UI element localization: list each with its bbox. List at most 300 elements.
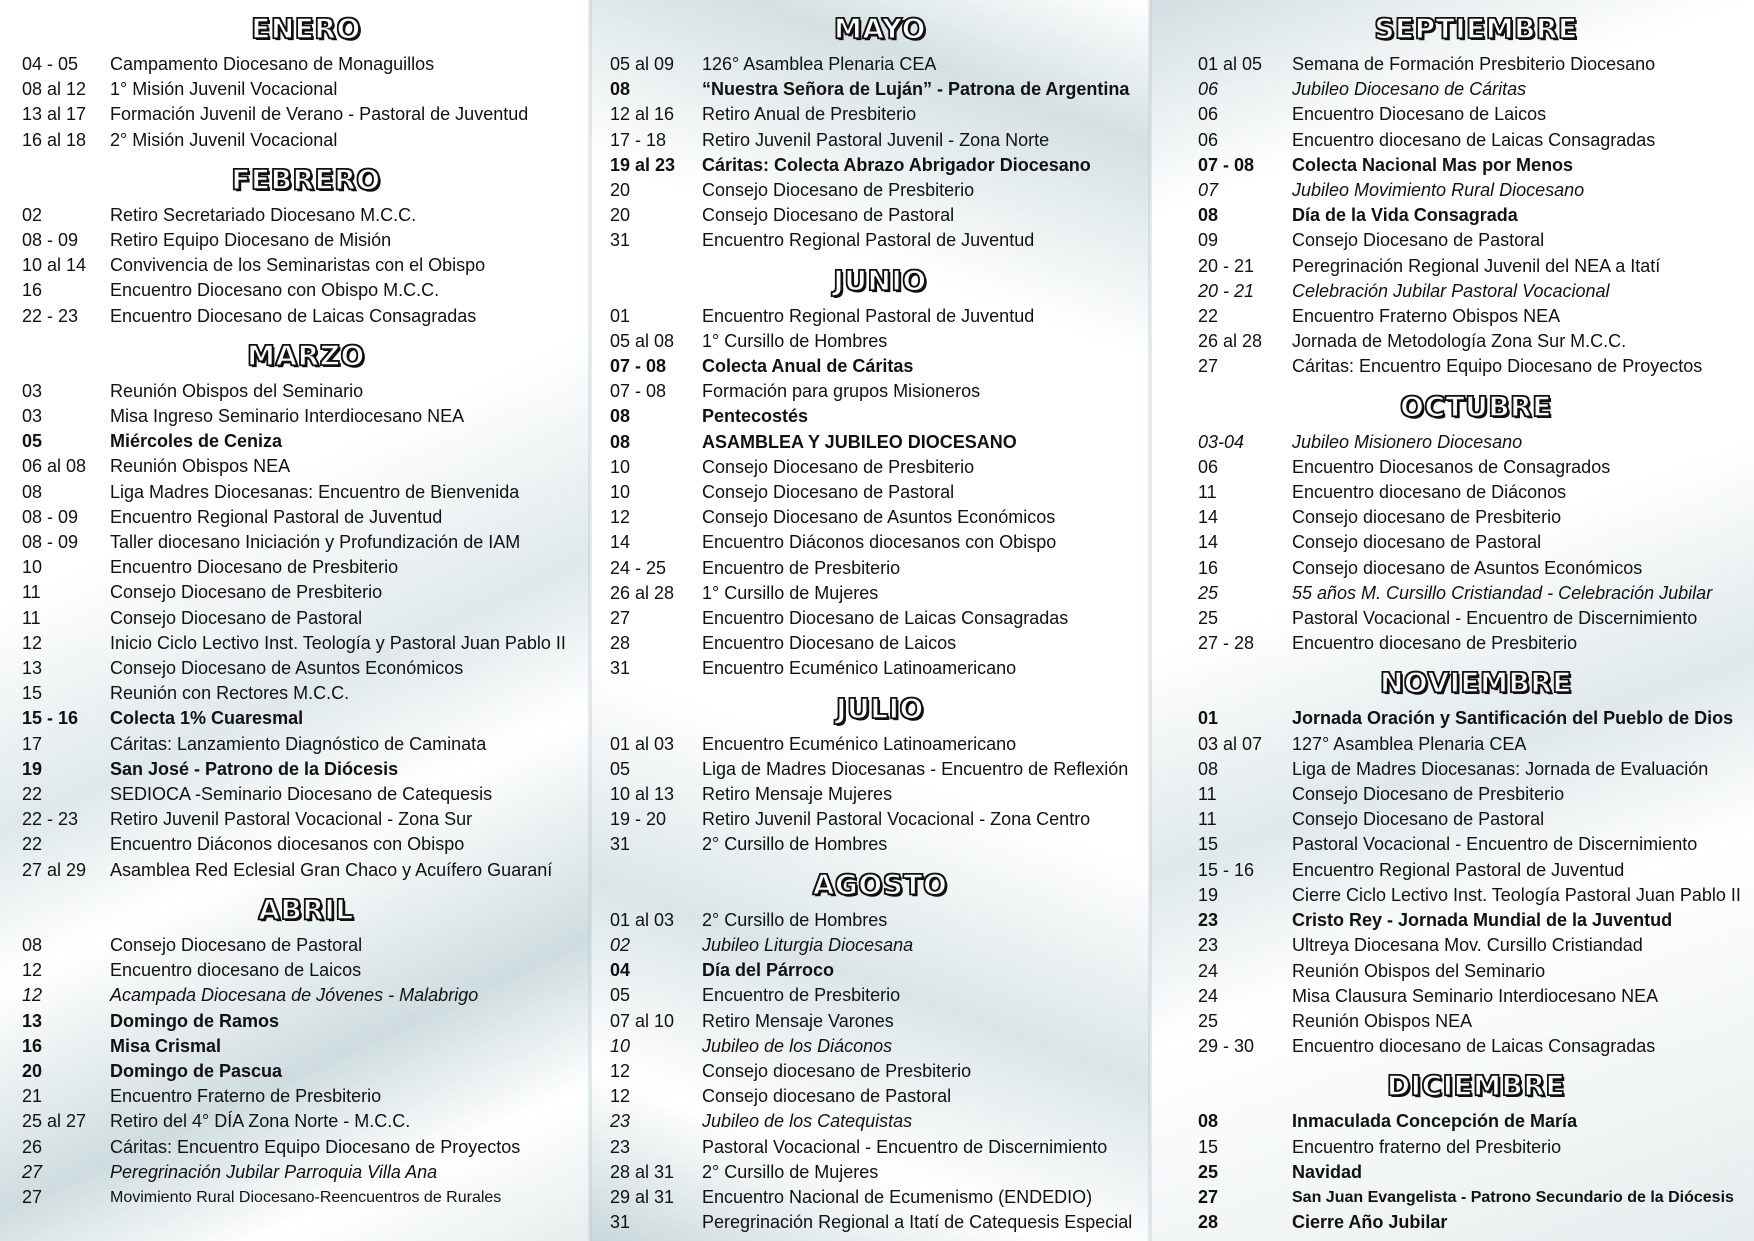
- event-date: 27: [1198, 356, 1219, 377]
- event-row: [610, 77, 1150, 102]
- event-date: 29 - 30: [1198, 1036, 1255, 1057]
- month-section-junio: [610, 263, 1150, 682]
- event-row: [22, 606, 590, 631]
- event-row: [22, 1034, 590, 1059]
- event-date: 15 - 16: [1198, 859, 1255, 880]
- event-date: 05: [22, 431, 43, 452]
- event-row: [610, 228, 1150, 253]
- event-title: 1° Cursillo de Mujeres: [702, 582, 879, 603]
- event-date: 08 al 12: [22, 79, 87, 100]
- event-title: Liga de Madres Diocesanas - Encuentro de Reflexión: [702, 758, 1129, 779]
- event-title: Ultreya Diocesana Mov. Cursillo Cristiandad: [1292, 935, 1643, 956]
- event-date: 27: [22, 1161, 43, 1182]
- event-date: 11: [1198, 482, 1217, 503]
- event-row: [22, 832, 590, 857]
- event-row: [610, 832, 1150, 857]
- event-title: Consejo diocesano de Presbiterio: [702, 1060, 972, 1081]
- event-row: [22, 429, 590, 454]
- event-title: Jubileo Misionero Diocesano: [1292, 431, 1523, 452]
- event-title: Domingo de Ramos: [110, 1010, 280, 1031]
- event-date: 27: [610, 608, 631, 629]
- event-row: [1198, 1009, 1754, 1034]
- event-row: [1198, 757, 1754, 782]
- event-date: 11: [1198, 809, 1217, 830]
- event-date: 03-04: [1198, 431, 1245, 452]
- event-title: Pastoral Vocacional - Encuentro de Discernimiento: [1292, 608, 1698, 629]
- event-date: 01: [610, 305, 631, 326]
- event-row: [610, 581, 1150, 606]
- event-title: Encuentro Diáconos diocesanos con Obispo: [702, 532, 1057, 553]
- event-date: 02: [610, 934, 631, 955]
- event-title: San Juan Evangelista - Patrono Secundario de la Diócesis: [1292, 1188, 1734, 1206]
- event-row: [610, 1135, 1150, 1160]
- event-title: Jubileo de los Catequistas: [702, 1111, 913, 1132]
- event-date: 08: [22, 481, 43, 502]
- event-date: 15 - 16: [22, 708, 79, 729]
- event-title: ASAMBLEA Y JUBILEO DIOCESANO: [702, 431, 1017, 452]
- event-title: 1° Misión Juvenil Vocacional: [110, 79, 338, 100]
- event-title: Retiro Anual de Presbiterio: [702, 104, 917, 125]
- event-date: 23: [610, 1111, 631, 1132]
- event-title: Cristo Rey - Jornada Mundial de la Juventud: [1292, 910, 1673, 931]
- event-date: 22 - 23: [22, 809, 79, 830]
- event-title: Reunión Obispos del Seminario: [110, 380, 364, 401]
- event-date: 06: [1198, 104, 1219, 125]
- panel-center: [590, 0, 1150, 1241]
- event-title: Formación para grupos Misioneros: [702, 381, 981, 402]
- event-title: Encuentro Diocesano de Laicos: [702, 633, 957, 654]
- event-date: 21: [22, 1086, 43, 1107]
- event-row: [1198, 128, 1754, 153]
- event-row: [22, 706, 590, 731]
- event-date: 16: [22, 280, 43, 301]
- event-row: [610, 933, 1150, 958]
- event-date: 12: [22, 632, 43, 653]
- event-date: 06: [1198, 456, 1219, 477]
- event-date: 15: [22, 683, 43, 704]
- month-section-febrero: [22, 162, 590, 329]
- event-row: [22, 304, 590, 329]
- event-date: 20: [610, 205, 631, 226]
- event-title: Encuentro Regional Pastoral de Juventud: [702, 230, 1035, 251]
- month-title: JULIO: [836, 691, 924, 725]
- event-title: Reunión con Rectores M.C.C.: [110, 683, 350, 704]
- event-title: Encuentro fraterno del Presbiterio: [1292, 1136, 1562, 1157]
- event-row: [1198, 706, 1754, 731]
- event-title: Asamblea Red Eclesial Gran Chaco y Acuífero Guaraní: [110, 859, 553, 880]
- event-date: 05: [610, 758, 631, 779]
- event-date: 29 al 31: [610, 1186, 675, 1207]
- event-date: 13: [22, 1010, 43, 1031]
- event-row: [22, 858, 590, 883]
- event-row: [610, 128, 1150, 153]
- fold-line-1: [588, 0, 592, 1241]
- event-title: Semana de Formación Presbiterio Diocesano: [1292, 54, 1656, 74]
- event-row: [610, 430, 1150, 455]
- event-row: [1198, 1109, 1754, 1134]
- event-date: 10 al 14: [22, 255, 87, 276]
- event-title: 2° Cursillo de Mujeres: [702, 1161, 879, 1182]
- event-date: 12 al 16: [610, 104, 675, 125]
- event-title: Consejo Diocesano de Pastoral: [110, 607, 363, 628]
- event-title: Retiro Mensaje Varones: [702, 1010, 894, 1031]
- event-row: [1198, 959, 1754, 984]
- event-date: 08: [1198, 758, 1219, 779]
- event-title: Pastoral Vocacional - Encuentro de Discernimiento: [702, 1136, 1108, 1157]
- event-row: [1198, 52, 1754, 77]
- event-date: 16: [22, 1035, 43, 1056]
- event-title: Encuentro de Presbiterio: [702, 985, 901, 1006]
- event-title: Inmaculada Concepción de María: [1292, 1111, 1578, 1132]
- event-row: [1198, 1185, 1754, 1210]
- event-date: 08: [1198, 205, 1219, 226]
- event-date: 08 - 09: [22, 532, 79, 553]
- event-date: 12: [22, 985, 43, 1006]
- event-title: Día de la Vida Consagrada: [1292, 205, 1518, 226]
- event-title: Retiro Secretariado Diocesano M.C.C.: [110, 204, 417, 225]
- event-title: Retiro del 4° DÍA Zona Norte - M.C.C.: [110, 1111, 411, 1132]
- event-row: [1198, 606, 1754, 631]
- event-title: Encuentro Regional Pastoral de Juventud: [702, 305, 1035, 326]
- event-row: [22, 1084, 590, 1109]
- event-date: 25: [1198, 1161, 1219, 1182]
- month-section-julio: [610, 691, 1150, 858]
- event-date: 01 al 03: [610, 733, 675, 754]
- event-date: 07 - 08: [610, 381, 667, 402]
- event-date: 07 al 10: [610, 1010, 675, 1031]
- event-title: Acampada Diocesana de Jóvenes - Malabrigo: [110, 985, 479, 1006]
- event-title: Reunión Obispos NEA: [110, 456, 291, 477]
- month-section-abril: [22, 892, 590, 1210]
- event-title: Domingo de Pascua: [110, 1060, 283, 1081]
- event-title: Encuentro diocesano de Laicas Consagradas: [1292, 129, 1656, 150]
- event-row: [1198, 480, 1754, 505]
- event-row: [22, 102, 590, 127]
- event-title: Liga de Madres Diocesanas: Jornada de Evaluación: [1292, 758, 1709, 779]
- event-title: Encuentro Diáconos diocesanos con Obispo: [110, 834, 465, 855]
- event-row: [610, 102, 1150, 127]
- event-row: [610, 329, 1150, 354]
- event-row: [610, 556, 1150, 581]
- event-row: [610, 178, 1150, 203]
- panel-right: [1150, 0, 1754, 1241]
- event-row: [610, 505, 1150, 530]
- event-row: [22, 253, 590, 278]
- event-date: 07: [1198, 180, 1219, 201]
- event-row: [610, 1009, 1150, 1034]
- event-date: 03 al 07: [1198, 733, 1263, 754]
- event-row: [610, 631, 1150, 656]
- event-date: 06 al 08: [22, 456, 87, 477]
- event-row: [1198, 1135, 1754, 1160]
- event-row: [22, 807, 590, 832]
- event-row: [22, 379, 590, 404]
- event-title: Misa Crismal: [110, 1035, 222, 1056]
- event-row: [22, 580, 590, 605]
- event-row: [22, 782, 590, 807]
- event-row: [22, 480, 590, 505]
- event-row: [1198, 1160, 1754, 1185]
- event-row: [1198, 178, 1754, 203]
- event-row: [610, 1160, 1150, 1185]
- month-title: NOVIEMBRE: [1379, 666, 1573, 700]
- event-row: [22, 555, 590, 580]
- event-row: [22, 656, 590, 681]
- event-row: [1198, 908, 1754, 933]
- event-row: [22, 228, 590, 253]
- column-3: [1150, 14, 1754, 1241]
- event-date: 15: [1198, 834, 1219, 855]
- event-row: [22, 505, 590, 530]
- event-title: Encuentro Fraterno Obispos NEA: [1292, 306, 1561, 327]
- event-date: 28 al 31: [610, 1161, 675, 1182]
- event-title: Colecta Nacional Mas por Menos: [1292, 154, 1574, 175]
- event-title: Cáritas: Lanzamiento Diagnóstico de Caminata: [110, 733, 487, 754]
- event-row: [1198, 581, 1754, 606]
- event-row: [22, 203, 590, 228]
- event-row: [22, 1135, 590, 1160]
- event-date: 01 al 05: [1198, 54, 1263, 74]
- event-row: [22, 1185, 590, 1210]
- event-date: 31: [610, 834, 631, 855]
- event-title: Retiro Juvenil Pastoral Vocacional - Zona Centro: [702, 809, 1091, 830]
- event-date: 15: [1198, 1136, 1219, 1157]
- event-date: 19: [1198, 884, 1219, 905]
- event-date: 27 al 29: [22, 859, 87, 880]
- event-date: 08: [610, 406, 631, 427]
- event-title: Encuentro Diocesano de Laicas Consagradas: [110, 305, 477, 326]
- event-title: Pentecostés: [702, 406, 809, 427]
- event-row: [1198, 354, 1754, 379]
- event-date: 31: [610, 230, 631, 251]
- event-row: [1198, 505, 1754, 530]
- month-section-octubre: [1198, 389, 1754, 657]
- event-title: Inicio Ciclo Lectivo Inst. Teología y Pastoral Juan Pablo II: [110, 632, 566, 653]
- event-row: [1198, 430, 1754, 455]
- event-row: [610, 455, 1150, 480]
- event-date: 07 - 08: [610, 356, 667, 377]
- event-title: Consejo Diocesano de Presbiterio: [702, 180, 975, 201]
- event-row: [610, 757, 1150, 782]
- event-title: Encuentro Fraterno de Presbiterio: [110, 1086, 382, 1107]
- event-date: 24: [1198, 985, 1219, 1006]
- event-row: [610, 983, 1150, 1008]
- event-date: 08 - 09: [22, 506, 79, 527]
- event-date: 14: [610, 532, 631, 553]
- event-title: Encuentro Diocesano de Presbiterio: [110, 557, 399, 578]
- event-date: 20 - 21: [1198, 280, 1255, 301]
- event-title: Consejo Diocesano de Asuntos Económicos: [110, 658, 464, 679]
- event-date: 08: [22, 934, 43, 955]
- event-row: [22, 1009, 590, 1034]
- event-title: SEDIOCA -Seminario Diocesano de Catequesis: [110, 784, 493, 805]
- event-date: 16: [1198, 557, 1219, 578]
- event-date: 28: [1198, 1212, 1219, 1233]
- event-title: Encuentro diocesano de Diáconos: [1292, 482, 1567, 503]
- event-date: 26 al 28: [1198, 331, 1263, 352]
- event-row: [22, 404, 590, 429]
- event-date: 01: [1198, 708, 1219, 729]
- event-date: 25: [1198, 582, 1219, 603]
- event-title: Jubileo Diocesano de Cáritas: [1292, 79, 1527, 100]
- event-date: 19 - 20: [610, 809, 667, 830]
- month-title: OCTUBRE: [1400, 389, 1552, 423]
- event-title: Encuentro Nacional de Ecumenismo (ENDEDIO): [702, 1186, 1093, 1207]
- event-row: [22, 77, 590, 102]
- event-title: Encuentro Diocesano con Obispo M.C.C.: [110, 280, 440, 301]
- event-date: 07 - 08: [1198, 154, 1255, 175]
- event-row: [22, 983, 590, 1008]
- event-title: Consejo diocesano de Pastoral: [1292, 532, 1542, 553]
- month-section-diciembre: [1198, 1071, 1754, 1235]
- event-title: Jornada Oración y Santificación del Pueblo de Dios: [1292, 708, 1734, 729]
- month-title: AGOSTO: [812, 867, 948, 901]
- event-date: 23: [1198, 910, 1219, 931]
- event-date: 06: [1198, 79, 1219, 100]
- event-row: [1198, 1034, 1754, 1059]
- event-title: Encuentro diocesano de Presbiterio: [1292, 633, 1578, 654]
- event-date: 09: [1198, 230, 1219, 251]
- event-title: San José - Patrono de la Diócesis: [110, 758, 399, 779]
- event-date: 23: [1198, 935, 1219, 956]
- event-row: [22, 52, 590, 77]
- event-title: Retiro Mensaje Mujeres: [702, 784, 893, 805]
- event-row: [610, 1109, 1150, 1134]
- event-row: [22, 1160, 590, 1185]
- event-date: 05: [610, 985, 631, 1006]
- event-row: [1198, 732, 1754, 757]
- month-section-marzo: [22, 338, 590, 883]
- event-title: Consejo Diocesano de Pastoral: [1292, 230, 1545, 251]
- event-title: Peregrinación Regional Juvenil del NEA a Itatí: [1292, 255, 1661, 276]
- event-date: 25: [1198, 1010, 1219, 1031]
- event-row: [610, 732, 1150, 757]
- event-date: 27: [22, 1186, 43, 1207]
- event-title: Consejo Diocesano de Asuntos Económicos: [702, 507, 1056, 528]
- event-date: 22 - 23: [22, 305, 79, 326]
- event-date: 08: [610, 79, 631, 100]
- event-title: Retiro Juvenil Pastoral Juvenil - Zona Norte: [702, 129, 1050, 150]
- event-title: Consejo diocesano de Asuntos Económicos: [1292, 557, 1643, 578]
- event-title: Colecta Anual de Cáritas: [702, 356, 914, 377]
- event-date: 17: [22, 733, 43, 754]
- event-row: [1198, 556, 1754, 581]
- event-date: 13: [22, 658, 43, 679]
- event-row: [610, 908, 1150, 933]
- event-row: [610, 1084, 1150, 1109]
- event-title: Cierre Año Jubilar: [1292, 1212, 1448, 1233]
- event-title: 55 años M. Cursillo Cristiandad - Celebración Jubilar: [1292, 582, 1713, 603]
- month-section-agosto: [610, 867, 1150, 1236]
- month-title: ABRIL: [258, 892, 354, 926]
- event-date: 10: [610, 482, 631, 503]
- event-title: Encuentro Regional Pastoral de Juventud: [110, 506, 443, 527]
- event-title: Consejo Diocesano de Presbiterio: [110, 582, 383, 603]
- event-title: Consejo Diocesano de Pastoral: [702, 205, 955, 226]
- event-title: Encuentro Diocesano de Laicos: [1292, 104, 1547, 125]
- event-row: [22, 530, 590, 555]
- event-row: [1198, 279, 1754, 304]
- event-title: 2° Cursillo de Hombres: [702, 909, 888, 930]
- event-date: 08: [1198, 1111, 1219, 1132]
- event-row: [610, 958, 1150, 983]
- event-title: Pastoral Vocacional - Encuentro de Discernimiento: [1292, 834, 1698, 855]
- event-title: Consejo diocesano de Presbiterio: [1292, 507, 1562, 528]
- event-row: [22, 933, 590, 958]
- event-title: Misa Clausura Seminario Interdiocesano NEA: [1292, 985, 1659, 1006]
- event-title: Reunión Obispos del Seminario: [1292, 960, 1546, 981]
- event-title: Cáritas: Encuentro Equipo Diocesano de Proyectos: [110, 1136, 521, 1157]
- event-date: 25 al 27: [22, 1111, 87, 1132]
- event-row: [1198, 77, 1754, 102]
- event-title: Retiro Juvenil Pastoral Vocacional - Zona Sur: [110, 809, 473, 830]
- event-title: Campamento Diocesano de Monaguillos: [110, 54, 435, 74]
- event-row: [22, 681, 590, 706]
- event-date: 12: [610, 507, 631, 528]
- event-row: [1198, 102, 1754, 127]
- event-date: 24: [1198, 960, 1219, 981]
- event-title: “Nuestra Señora de Luján” - Patrona de Argentina: [702, 79, 1130, 100]
- event-title: Convivencia de los Seminaristas con el Obispo: [110, 255, 486, 276]
- event-date: 03: [22, 380, 43, 401]
- event-date: 05 al 09: [610, 54, 675, 74]
- month-title: MAYO: [834, 12, 926, 45]
- event-title: Jubileo Movimiento Rural Diocesano: [1292, 180, 1585, 201]
- event-date: 17 - 18: [610, 129, 667, 150]
- event-date: 10 al 13: [610, 784, 675, 805]
- event-date: 11: [22, 607, 41, 628]
- event-date: 25: [1198, 608, 1219, 629]
- event-date: 20: [22, 1060, 43, 1081]
- event-date: 19: [22, 758, 43, 779]
- event-row: [1198, 530, 1754, 555]
- event-date: 19 al 23: [610, 154, 676, 175]
- event-date: 08 - 09: [22, 230, 79, 251]
- event-title: Encuentro Regional Pastoral de Juventud: [1292, 859, 1625, 880]
- event-date: 01 al 03: [610, 909, 675, 930]
- event-date: 27: [1198, 1186, 1219, 1207]
- event-row: [610, 1185, 1150, 1210]
- event-date: 03: [22, 406, 43, 427]
- event-title: Taller diocesano Iniciación y Profundización de IAM: [110, 532, 521, 553]
- event-date: 12: [22, 960, 43, 981]
- event-row: [22, 454, 590, 479]
- event-row: [610, 52, 1150, 77]
- event-row: [1198, 782, 1754, 807]
- event-row: [610, 379, 1150, 404]
- event-row: [22, 631, 590, 656]
- column-1: [0, 14, 590, 1222]
- event-title: Peregrinación Regional a Itatí de Catequesis Especial: [702, 1212, 1133, 1233]
- month-title: SEPTIEMBRE: [1374, 12, 1578, 45]
- event-date: 22: [22, 834, 43, 855]
- event-title: Consejo Diocesano de Presbiterio: [702, 456, 975, 477]
- event-title: Encuentro Ecuménico Latinoamericano: [702, 658, 1017, 679]
- panel-left: [0, 0, 590, 1241]
- event-date: 04 - 05: [22, 54, 79, 74]
- event-row: [1198, 304, 1754, 329]
- event-title: 2° Cursillo de Hombres: [702, 834, 888, 855]
- month-title: DICIEMBRE: [1386, 1069, 1566, 1103]
- event-row: [22, 757, 590, 782]
- event-date: 13 al 17: [22, 104, 87, 125]
- event-row: [1198, 807, 1754, 832]
- event-row: [1198, 1210, 1754, 1235]
- event-row: [1198, 631, 1754, 656]
- event-row: [22, 958, 590, 983]
- event-date: 23: [610, 1136, 631, 1157]
- event-title: 2° Misión Juvenil Vocacional: [110, 129, 338, 150]
